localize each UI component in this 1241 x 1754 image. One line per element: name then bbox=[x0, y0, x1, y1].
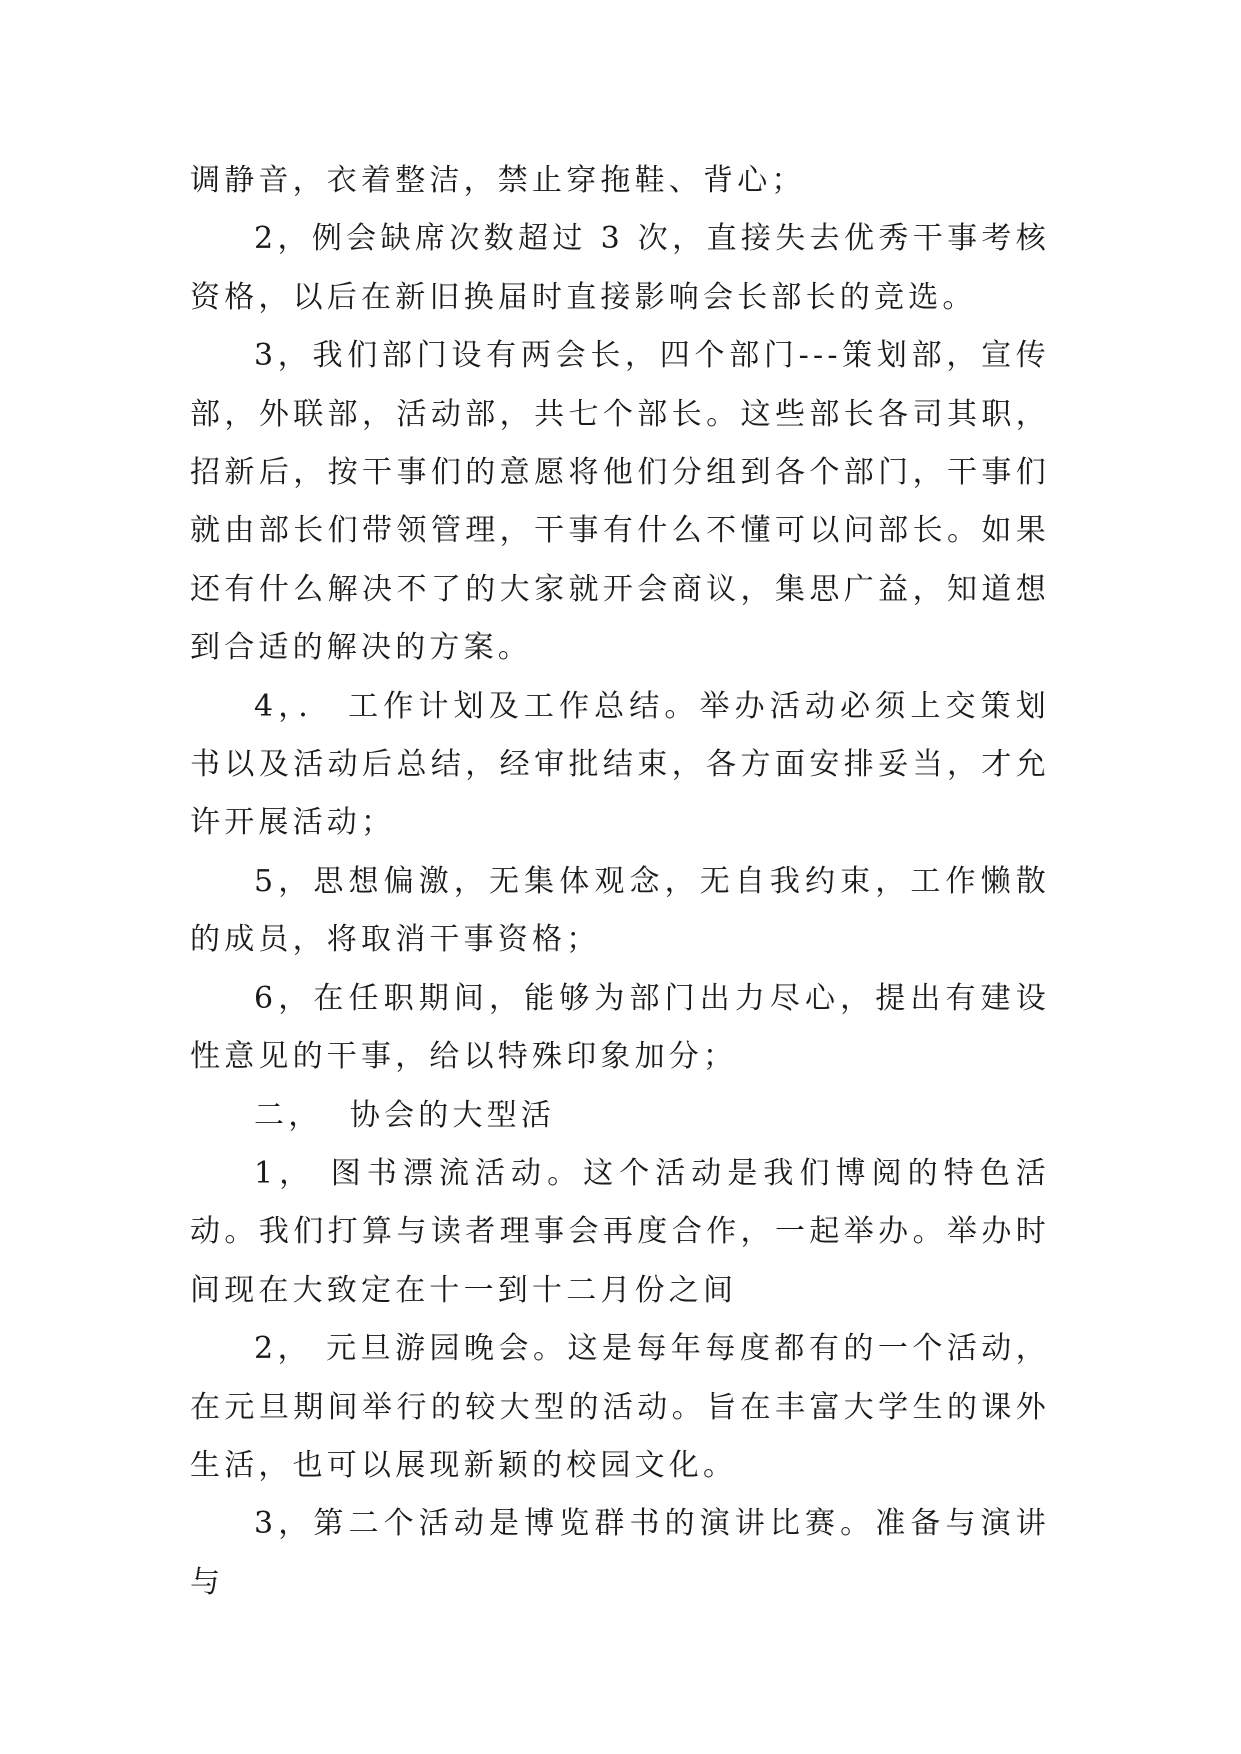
paragraph-rule-5: 5，思想偏激，无集体观念，无自我约束，工作懒散的成员，将取消干事资格； bbox=[190, 863, 1050, 958]
paragraph-activity-3: 3，第二个活动是博览群书的演讲比赛。准备与演讲与 bbox=[190, 1506, 1050, 1600]
paragraph-rule-6: 6，在任职期间，能够为部门出力尽心，提出有建设性意见的干事，给以特殊印象加分； bbox=[190, 980, 1050, 1075]
paragraph-rule-3: 3，我们部门设有两会长，四个部门---策划部，宣传部，外联部，活动部，共七个部长。这些部长各司其职，招新后，按干事们的意愿将他们分组到各个部门，干事们就由部长们带领管理，干事有什么不懂可以问部长。如果还有什么解决不了的大家就开会商议，集思广益，知道想到合适的解决的方案。 bbox=[190, 338, 1050, 666]
paragraph-rule-2: 2，例会缺席次数超过 3 次，直接失去优秀干事考核资格，以后在新旧换届时直接影响会长部长的竞选。 bbox=[190, 221, 1050, 315]
section-heading-2: 二， 协会的大型活 bbox=[254, 1097, 556, 1133]
paragraph-rule-4: 4，． 工作计划及工作总结。举办活动必须上交策划书以及活动后总结，经审批结束，各方面安排妥当，才允许开展活动； bbox=[190, 688, 1050, 841]
paragraph-dress-code: 调静音，衣着整洁，禁止穿拖鞋、背心； bbox=[190, 163, 806, 198]
paragraph-activity-2: 2， 元旦游园晚会。这是每年每度都有的一个活动，在元旦期间举行的较大型的活动。旨在丰富大学生的课外生活，也可以展现新颖的校园文化。 bbox=[190, 1331, 1050, 1483]
paragraph-activity-1: 1， 图书漂流活动。这个活动是我们博阅的特色活动。我们打算与读者理事会再度合作，一起举办。举办时间现在大致定在十一到十二月份之间 bbox=[190, 1155, 1050, 1308]
document-page bbox=[190, 152, 1050, 1612]
